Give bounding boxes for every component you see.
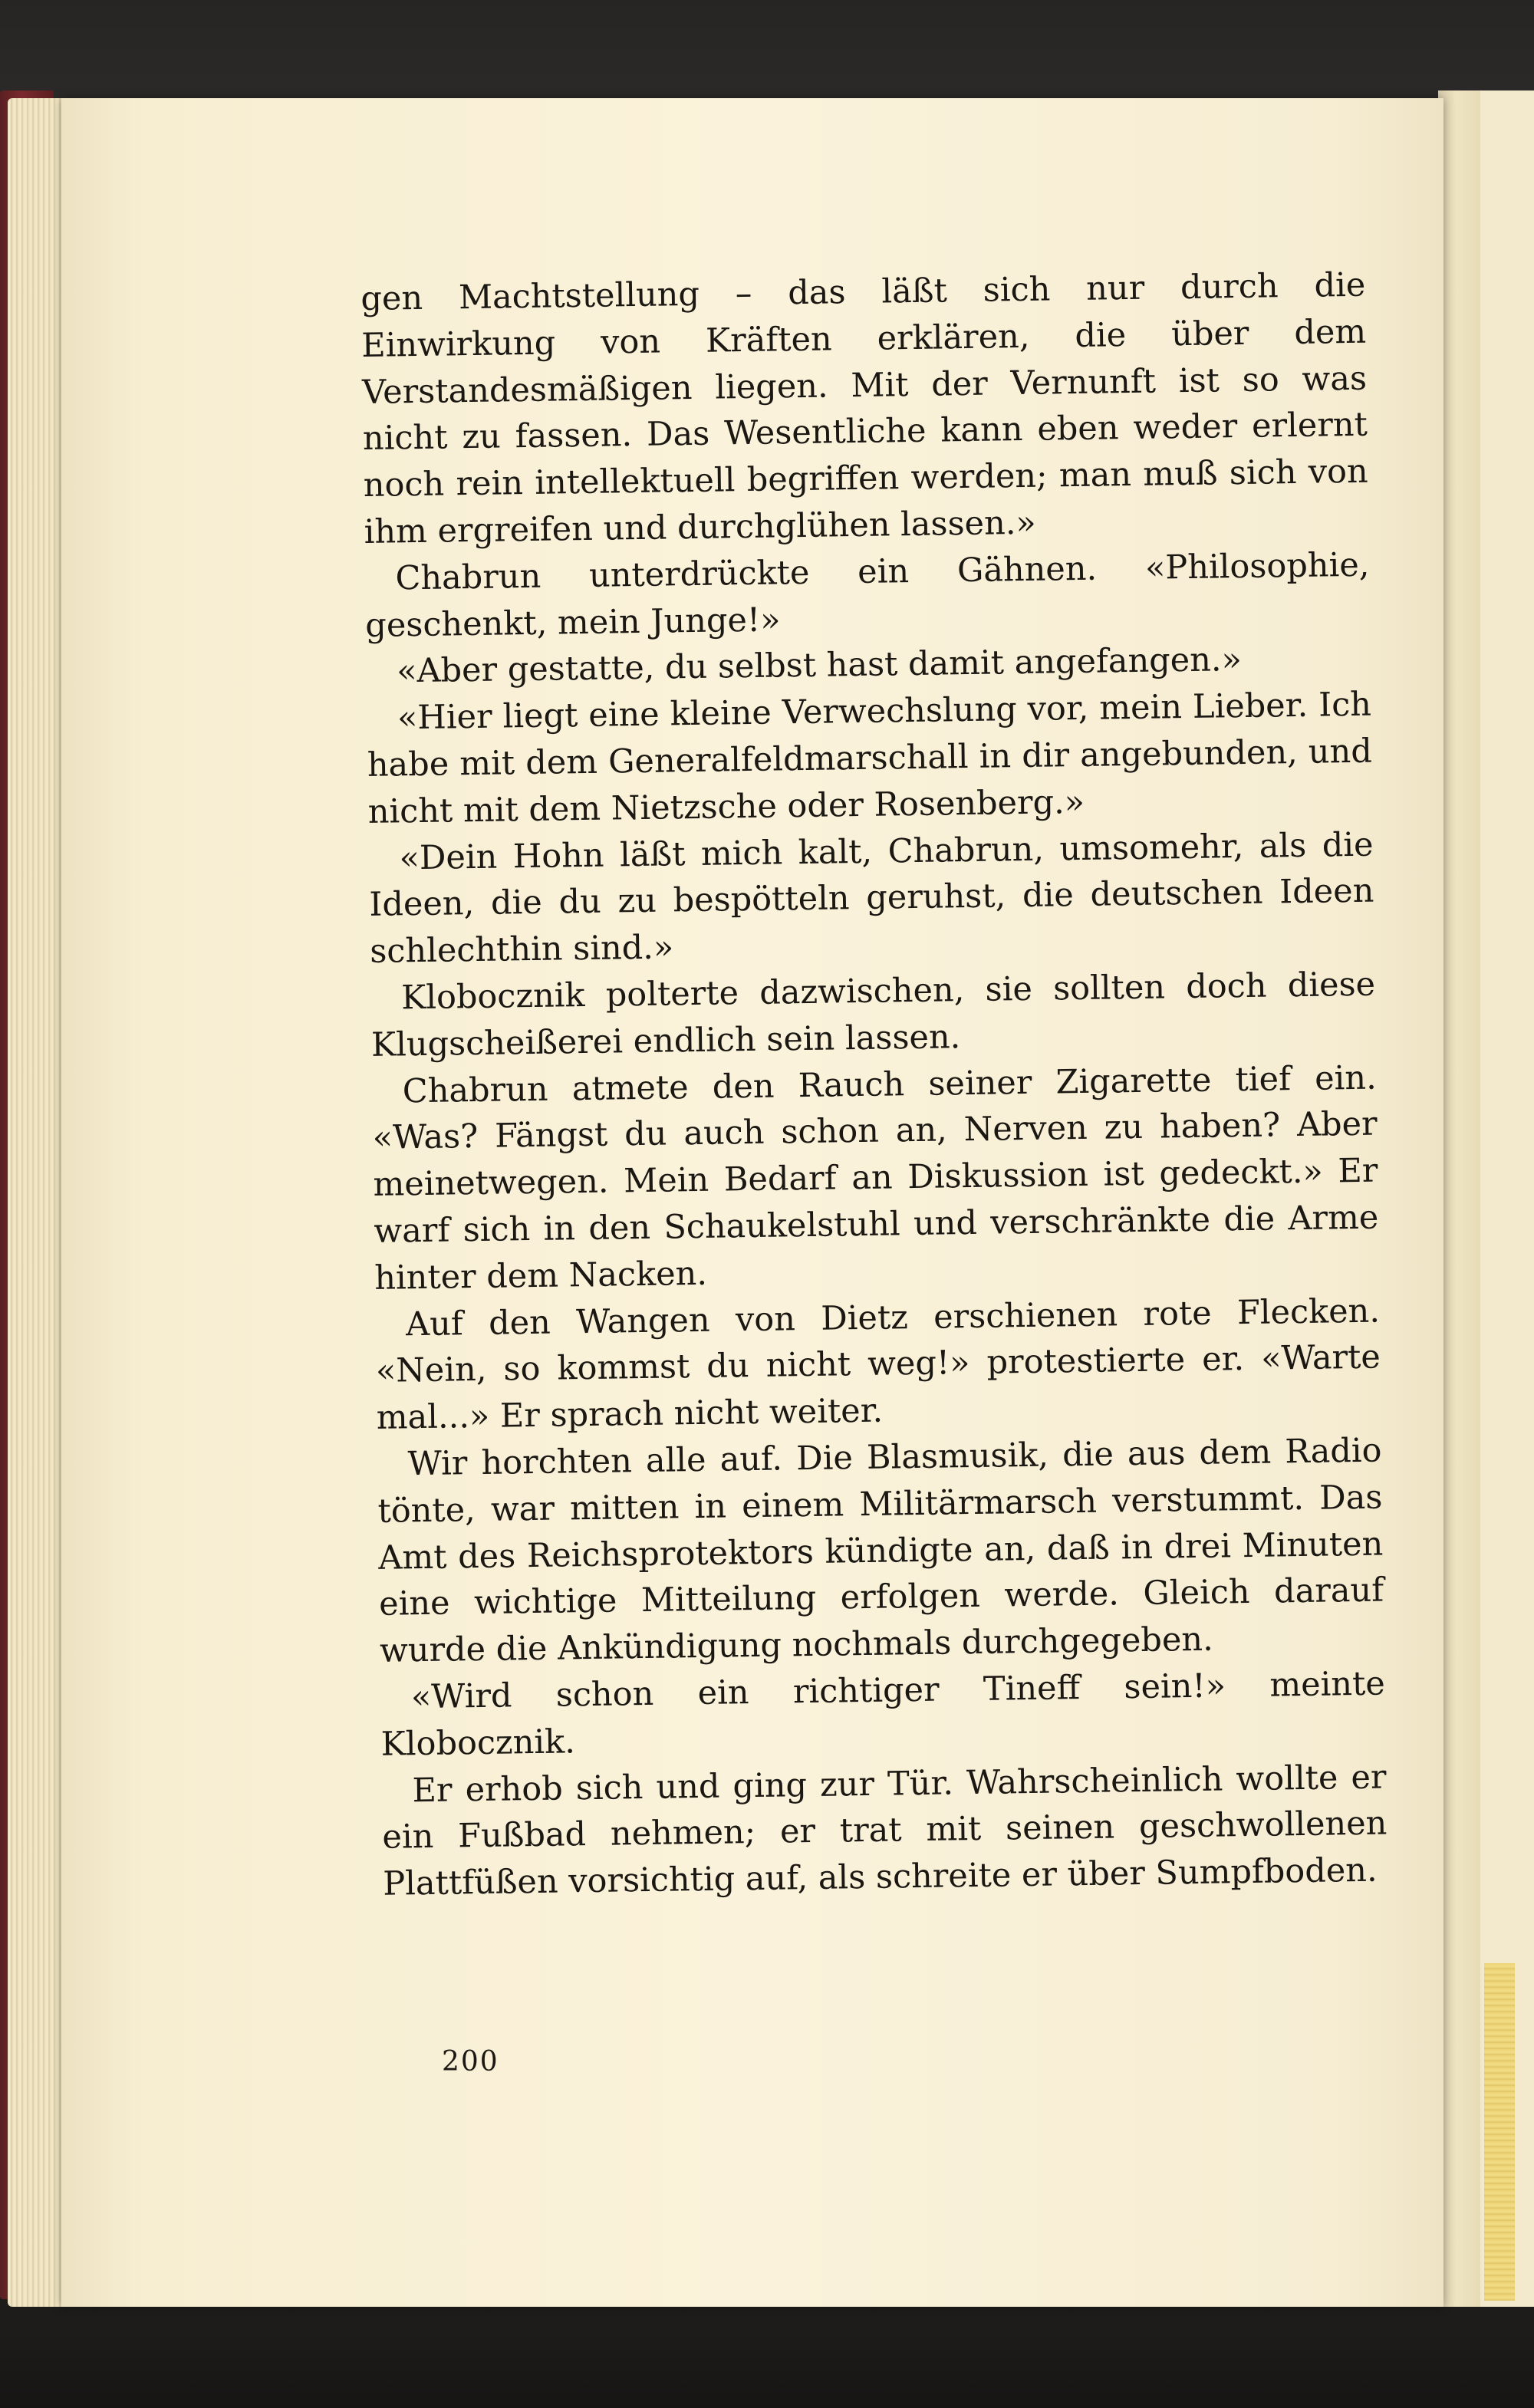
paragraph-3: «Aber gestatte, du selbst hast damit angefangen.» [396, 640, 1243, 691]
paragraph-5: «Dein Hohn läßt mich kalt, Chabrun, umsomehr, als die Ideen, die du zu bespötteln geruhst, die deutschen Ideen schlechthin sind.» [369, 825, 1374, 972]
body-text [360, 262, 1388, 1908]
page-number: 200 [442, 2046, 499, 2077]
book-gutter [1438, 90, 1484, 2307]
paragraph-8: Auf den Wangen von Dietz erschienen rote Flecken. «Nein, so kommst du nicht weg!» protestierte er. «Warte mal...» Er sprach nicht weiter. [375, 1291, 1381, 1437]
paragraph-11: Er erhob sich und ging zur Tür. Wahrscheinlich wollte er ein Fußbad nehmen; er trat mit seinen geschwollenen Plattfüßen vorsichtig auf, als schreite er über Sumpfboden. [382, 1758, 1388, 1903]
paragraph-1: gen Machtstellung – das läßt sich nur durch die Einwirkung von Kräften erklären, die über dem Verstandesmäßigen liegen. Mit der Vernunft ist so was nicht zu fassen. Das Wesentliche kann eben weder erlernt noch rein intellektuell begriffen werden; man muß sich von ihm ergreifen und durchglühen lassen.» [360, 265, 1369, 551]
paragraph-10: «Wird schon ein richtiger Tineff sein!» meinte Klobocznik. [380, 1664, 1386, 1764]
paragraph-4: «Hier liegt eine kleine Verwechslung vor, mein Lieber. Ich habe mit dem Generalfeldmarschall in dir angebunden, und nicht mit dem Nietzsche oder Rosenberg.» [367, 685, 1373, 831]
paragraph-9: Wir horchten alle auf. Die Blasmusik, die aus dem Radio tönte, war mitten in einem Militärmarsch verstummt. Das Amt des Reichsprotektors kündigte an, daß in drei Minuten eine wichtige Mitteilung erfolgen werde. Gleich darauf wurde die Ankündigung nochmals durchgegeben. [377, 1431, 1384, 1670]
paragraph-6: Klobocznik polterte dazwischen, sie sollten doch diese Klugscheißerei endlich sein lassen. [370, 965, 1376, 1064]
paragraph-7: Chabrun atmete den Rauch seiner Zigarette tief ein. «Was? Fängst du auch schon an, Nerven zu haben? Aber meinetwegen. Mein Bedarf an Diskussion ist gedeckt.» Er warf sich in den Schaukelstuhl und verschränkte die Arme hinter dem Nacken. [372, 1058, 1379, 1298]
paragraph-2: Chabrun unterdrückte ein Gähnen. «Philosophie, geschenkt, mein Junge!» [365, 545, 1370, 645]
facing-page-gilt-edge [1484, 1963, 1515, 2301]
